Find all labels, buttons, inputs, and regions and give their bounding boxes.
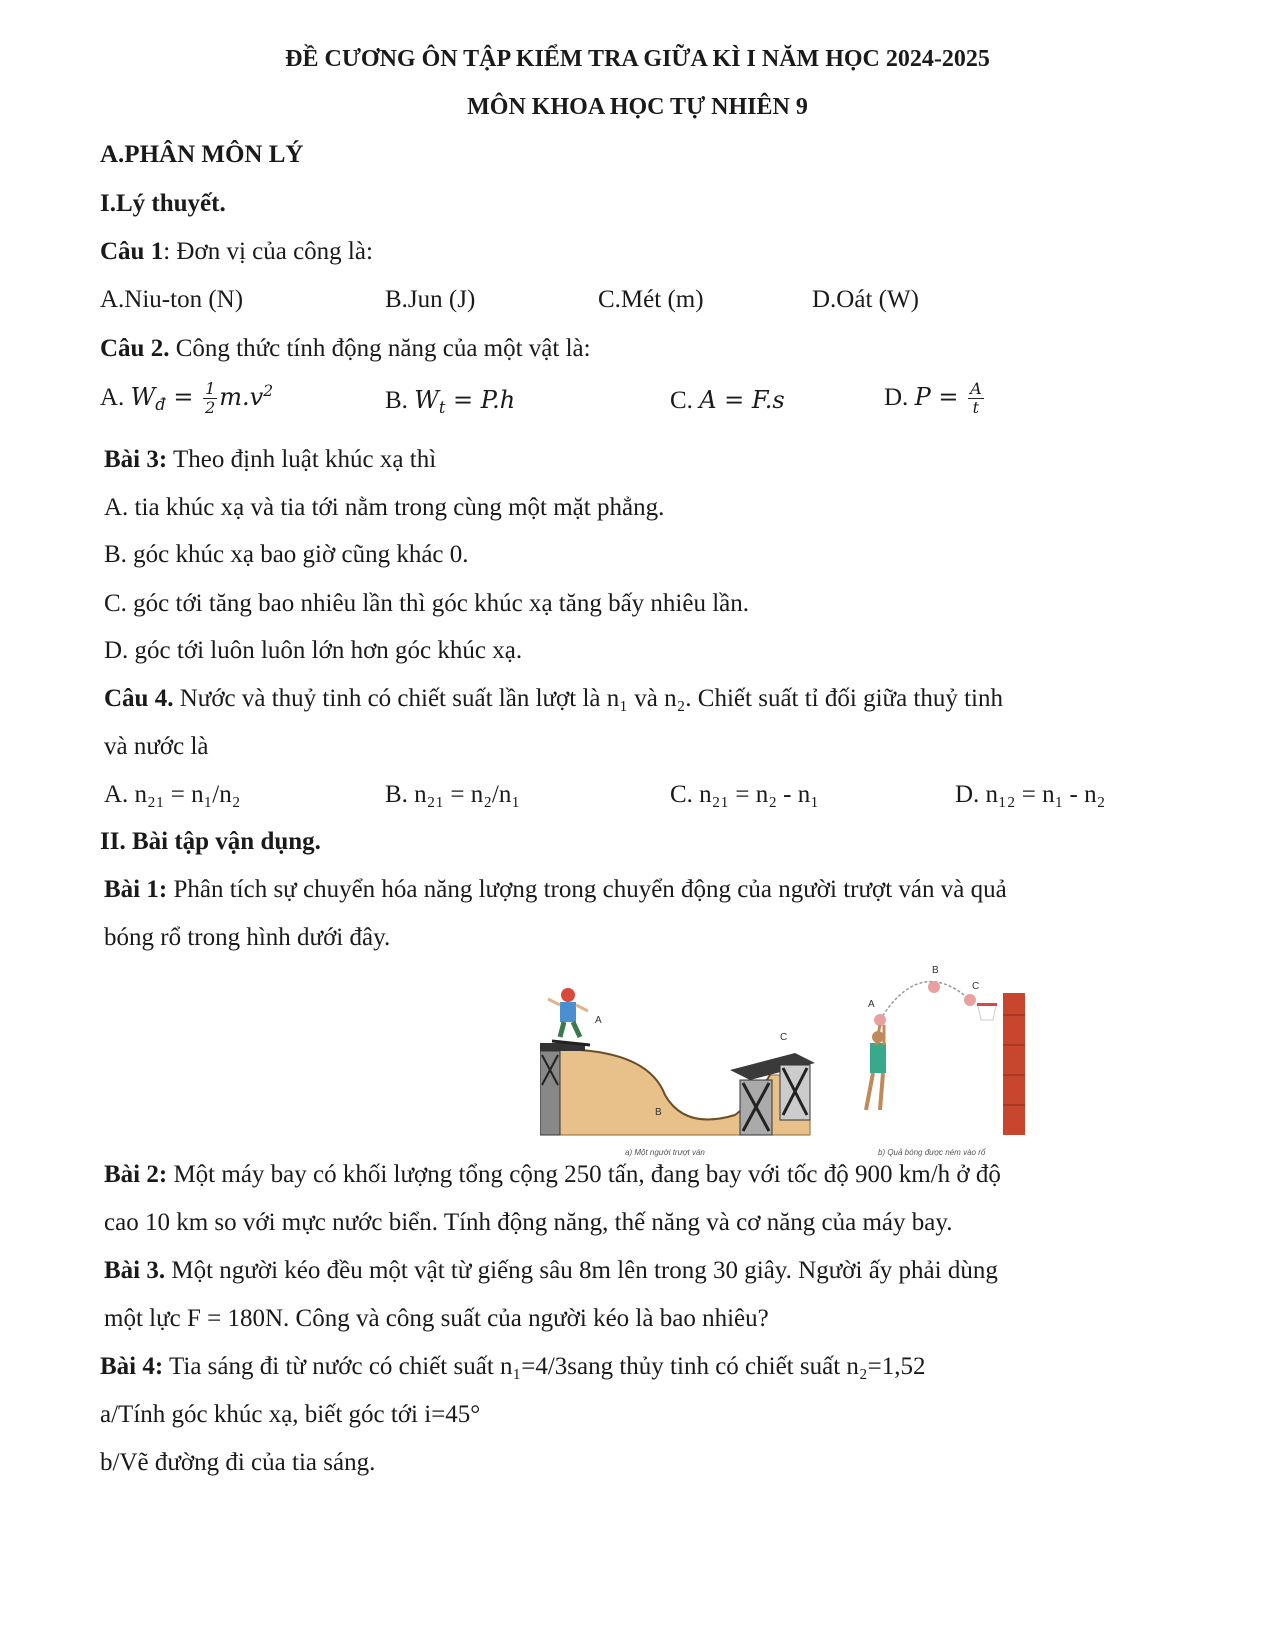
point-label: B	[932, 965, 939, 976]
exercise-4	[100, 1353, 925, 1381]
q3-option-b: B. góc khúc xạ bao giờ cũng khác 0.	[104, 541, 469, 568]
question-2-label: Câu 2.	[100, 335, 170, 362]
exercise-4-text: Tia sáng đi từ nước có chiết suất n₁=4/3sang thủy tinh có chiết suất n₂=1,52	[163, 1353, 926, 1380]
exercise-3-text: Một người kéo đều một vật từ giếng sâu 8m lên trong 30 giây. Người ấy phải dùng	[165, 1257, 998, 1284]
point-label: C	[780, 1032, 788, 1043]
q3-option-a: A. tia khúc xạ và tia tới nằm trong cùng một mặt phẳng.	[104, 494, 665, 521]
kinetic-energy-formula: $W_đ$ = $\frac{1}{2}$ $m.v^2$	[130, 379, 274, 417]
q3-option-d: D. góc tới luôn luôn lớn hơn góc khúc xạ.	[104, 637, 523, 664]
exercise-1	[104, 876, 1007, 904]
question-3	[104, 446, 436, 474]
point-label: C	[972, 981, 980, 992]
question-2	[100, 335, 591, 363]
exercise-1-text-cont: bóng rổ trong hình dưới đây.	[104, 924, 391, 951]
question-2-text: Công thức tính động năng của một vật là:	[169, 335, 591, 362]
question-4-text-cont: và nước là	[104, 733, 209, 760]
point-label: A	[868, 999, 875, 1010]
q1-option-c: C.Mét (m)	[598, 286, 704, 313]
question-1	[100, 238, 373, 266]
page-subtitle: MÔN KHOA HỌC TỰ NHIÊN 9	[467, 94, 808, 120]
section-a-heading: A.PHÂN MÔN LÝ	[100, 141, 304, 168]
exercise-4-part-a: a/Tính góc khúc xạ, biết góc tới i=45°	[100, 1401, 481, 1428]
energy-figure	[540, 965, 1075, 1170]
question-3-label: Bài 3:	[104, 446, 168, 473]
q4-option-a: A. n₂₁ = n₁/n₂	[104, 781, 241, 808]
question-4	[104, 685, 1003, 713]
q2-option-b-letter: B.	[385, 387, 408, 414]
q1-option-b: B.Jun (J)	[385, 286, 476, 313]
exercise-3-label: Bài 3.	[104, 1257, 166, 1284]
exercise-3	[104, 1257, 998, 1285]
question-3-text: Theo định luật khúc xạ thì	[167, 446, 437, 473]
basketball-illustration	[866, 965, 1025, 1157]
q4-option-d: D. n₁₂ = n₁ - n₂	[955, 781, 1106, 808]
point-label: A	[595, 1015, 602, 1026]
exercise-2-text-cont: cao 10 km so với mực nước biển. Tính động năng, thế năng và cơ năng của máy bay.	[104, 1209, 953, 1236]
exercise-1-label: Bài 1:	[104, 876, 168, 903]
page-title: ĐỀ CƯƠNG ÔN TẬP KIỂM TRA GIỮA KÌ I NĂM HỌC 2024-2025	[285, 46, 990, 72]
question-1-text: : Đơn vị của công là:	[163, 238, 373, 265]
q1-option-a: A.Niu-ton (N)	[100, 286, 244, 313]
question-1-label: Câu 1	[100, 238, 164, 265]
figure-caption-a: a) Một người trượt ván	[625, 1148, 705, 1157]
question-4-text: Nước và thuỷ tinh có chiết suất lần lượt là n₁ và n₂. Chiết suất tỉ đối giữa thuỷ tinh	[173, 685, 1003, 712]
skateboard-ramp-illustration	[540, 988, 815, 1157]
figure-caption-b: b) Quả bóng được ném vào rổ	[878, 1148, 986, 1157]
q2-option-b	[385, 386, 516, 418]
exercise-2-label: Bài 2:	[104, 1161, 168, 1188]
exercise-2	[104, 1161, 1001, 1189]
q2-option-d-letter: D.	[884, 384, 909, 411]
exercise-3-text-cont: một lực F = 180N. Công và công suất của người kéo là bao nhiêu?	[104, 1305, 769, 1332]
exercise-4-part-b: b/Vẽ đường đi của tia sáng.	[100, 1449, 376, 1476]
potential-energy-formula: $W_t = P.h$	[414, 386, 516, 418]
q4-option-b: B. n₂₁ = n₂/n₁	[385, 781, 521, 808]
q2-option-d	[884, 380, 986, 417]
exercise-4-label: Bài 4:	[100, 1353, 164, 1380]
q2-option-a-letter: A.	[100, 384, 125, 411]
part2-heading: II. Bài tập vận dụng.	[100, 828, 321, 855]
q2-option-c	[670, 386, 785, 415]
q2-option-c-letter: C.	[670, 387, 693, 414]
q4-option-c: C. n₂₁ = n₂ - n₁	[670, 781, 819, 808]
point-label: B	[655, 1107, 662, 1118]
q2-option-a	[100, 380, 273, 417]
q1-option-d: D.Oát (W)	[812, 286, 919, 313]
q3-option-c: C. góc tới tăng bao nhiêu lần thì góc khúc xạ tăng bấy nhiêu lần.	[104, 590, 750, 617]
exercise-2-text: Một máy bay có khối lượng tổng cộng 250 tấn, đang bay với tốc độ 900 km/h ở độ	[167, 1161, 1001, 1188]
question-4-label: Câu 4.	[104, 685, 174, 712]
part1-heading: I.Lý thuyết.	[100, 190, 226, 217]
exercise-1-text: Phân tích sự chuyển hóa năng lượng trong chuyển động của người trượt ván và quả	[167, 876, 1007, 903]
work-formula: A = F.s	[699, 386, 785, 414]
power-formula: P = $\frac{A}{t}$	[914, 379, 982, 417]
